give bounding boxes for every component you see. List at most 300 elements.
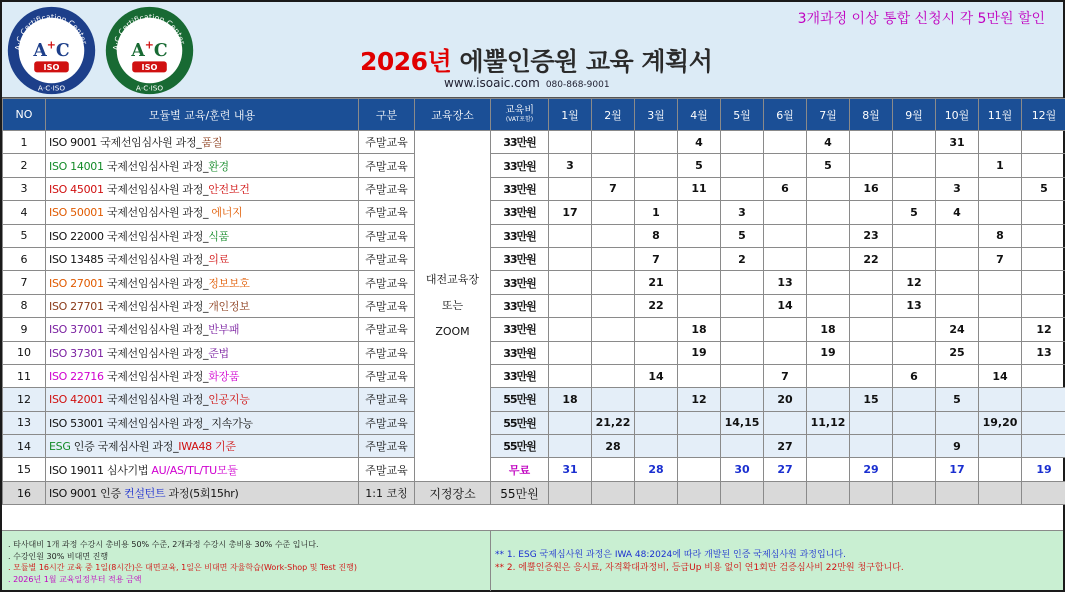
place-merged	[415, 131, 491, 482]
course-topic: IWA48 기준	[178, 440, 236, 454]
schedule-day	[721, 341, 764, 364]
schedule-day	[764, 411, 807, 434]
schedule-day	[721, 154, 764, 177]
course-mid: 국제선임심사원 과정_	[103, 206, 209, 220]
schedule-day: 27	[764, 435, 807, 458]
course-fee: 33만원	[491, 247, 549, 270]
course-code: ISO 45001	[49, 182, 104, 196]
schedule-day	[635, 341, 678, 364]
course-name	[46, 177, 359, 200]
schedule-day: 18	[807, 318, 850, 341]
course-mid: 국제선임심사원 과정_	[103, 182, 209, 196]
course-fee: 33만원	[491, 341, 549, 364]
schedule-day	[807, 294, 850, 317]
schedule-day	[764, 481, 807, 504]
schedule-day	[592, 318, 635, 341]
note-line: . 2026년 1월 교육일정부터 적용 금액	[8, 574, 142, 584]
phone-number: 080-868-9001	[545, 80, 610, 90]
course-name	[46, 481, 359, 504]
schedule-day: 19,20	[979, 411, 1022, 434]
schedule-day	[635, 131, 678, 154]
note-line: ** 2. 에뿔인증원은 응시료, 자격확대과정비, 등급Up 비용 없이 연1회만 검증심사비 22만원 청구합니다.	[495, 563, 904, 573]
col-month: 7월	[807, 99, 850, 131]
certification-logo-blue	[6, 5, 97, 96]
schedule-day	[1022, 364, 1065, 387]
col-place: 교육장소	[415, 99, 491, 131]
title-year: 2026년	[360, 47, 452, 76]
schedule-day: 18	[549, 388, 592, 411]
schedule-day	[807, 247, 850, 270]
course-topic: 안전보건	[208, 182, 250, 196]
discount-notice: 3개과정 이상 통합 신청시 각 5만원 할인	[797, 11, 1045, 27]
schedule-day	[979, 318, 1022, 341]
note-line: ** 1. ESG 국제심사원 과정은 IWA 48:2024에 따라 개발된 인증 국제심사원 과정입니다.	[495, 550, 846, 560]
table-row	[3, 271, 1065, 294]
schedule-day	[635, 177, 678, 200]
row-number: 10	[3, 341, 46, 364]
schedule-day: 4	[936, 201, 979, 224]
course-topic: 지속가능	[208, 416, 253, 430]
course-mid: 국제선임심사원 과정_	[103, 393, 209, 407]
table-header	[3, 99, 1065, 131]
course-topic: 에너지	[208, 206, 243, 220]
schedule-day	[764, 318, 807, 341]
schedule-day: 1	[979, 154, 1022, 177]
course-name	[46, 435, 359, 458]
schedule-day: 18	[678, 318, 721, 341]
schedule-day: 11	[678, 177, 721, 200]
schedule-day	[592, 271, 635, 294]
row-number: 3	[3, 177, 46, 200]
schedule-day	[979, 458, 1022, 481]
schedule-day: 30	[721, 458, 764, 481]
table-row	[3, 388, 1065, 411]
schedule-day	[1022, 411, 1065, 434]
schedule-day	[549, 341, 592, 364]
schedule-day	[592, 201, 635, 224]
schedule-day	[807, 224, 850, 247]
col-month: 8월	[850, 99, 893, 131]
table-row	[3, 411, 1065, 434]
schedule-day: 28	[635, 458, 678, 481]
row-number: 7	[3, 271, 46, 294]
course-code: ISO 14001	[49, 159, 104, 173]
schedule-table	[2, 98, 1065, 505]
schedule-day	[635, 435, 678, 458]
schedule-day	[635, 154, 678, 177]
course-code: ISO 13485	[49, 253, 104, 267]
schedule-day	[979, 435, 1022, 458]
schedule-day	[764, 201, 807, 224]
course-name	[46, 318, 359, 341]
course-code: ISO 9001 인증	[49, 487, 125, 501]
schedule-day: 13	[1022, 341, 1065, 364]
schedule-day	[1022, 271, 1065, 294]
schedule-day	[592, 481, 635, 504]
course-name	[46, 154, 359, 177]
schedule-day	[549, 131, 592, 154]
schedule-day: 11,12	[807, 411, 850, 434]
schedule-day	[936, 271, 979, 294]
schedule-day	[807, 435, 850, 458]
row-number: 9	[3, 318, 46, 341]
schedule-day: 12	[678, 388, 721, 411]
schedule-day	[721, 481, 764, 504]
schedule-day: 27	[764, 458, 807, 481]
course-kind: 주말교육	[359, 131, 415, 154]
schedule-day: 21,22	[592, 411, 635, 434]
row-number: 1	[3, 131, 46, 154]
schedule-day: 3	[721, 201, 764, 224]
row-number: 15	[3, 458, 46, 481]
col-month: 2월	[592, 99, 635, 131]
schedule-day	[592, 458, 635, 481]
schedule-day	[764, 154, 807, 177]
course-fee: 33만원	[491, 201, 549, 224]
course-topic: 반부패	[208, 323, 240, 337]
schedule-day: 19	[1022, 458, 1065, 481]
table-row	[3, 458, 1065, 481]
schedule-day: 4	[678, 131, 721, 154]
schedule-day: 5	[807, 154, 850, 177]
schedule-day: 19	[678, 341, 721, 364]
schedule-day	[850, 341, 893, 364]
course-mid: 심사기법	[103, 463, 152, 477]
place-line: ZOOM	[435, 324, 470, 338]
schedule-day: 8	[979, 224, 1022, 247]
schedule-day	[764, 247, 807, 270]
footer-right-notes	[495, 549, 1061, 575]
schedule-day	[721, 435, 764, 458]
schedule-day	[678, 435, 721, 458]
course-fee: 33만원	[491, 294, 549, 317]
schedule-day	[936, 154, 979, 177]
schedule-day	[893, 131, 936, 154]
schedule-day	[893, 458, 936, 481]
schedule-day	[635, 388, 678, 411]
schedule-day: 28	[592, 435, 635, 458]
certification-logo-green	[104, 5, 195, 96]
schedule-day	[979, 294, 1022, 317]
course-kind: 주말교육	[359, 364, 415, 387]
schedule-day	[549, 294, 592, 317]
schedule-day: 17	[936, 458, 979, 481]
schedule-day: 20	[764, 388, 807, 411]
schedule-day: 29	[850, 458, 893, 481]
schedule-day	[936, 481, 979, 504]
course-kind: 주말교육	[359, 154, 415, 177]
schedule-day: 22	[635, 294, 678, 317]
schedule-day: 31	[936, 131, 979, 154]
col-month: 6월	[764, 99, 807, 131]
footer-left-notes	[8, 539, 488, 585]
col-kind: 구분	[359, 99, 415, 131]
schedule-day	[678, 411, 721, 434]
schedule-day: 15	[850, 388, 893, 411]
row-number: 16	[3, 481, 46, 504]
course-code: ISO 9001	[49, 136, 97, 150]
col-no: NO	[3, 99, 46, 131]
schedule-day	[592, 341, 635, 364]
schedule-day: 7	[979, 247, 1022, 270]
course-topic: 환경	[208, 159, 229, 173]
course-mid: 국제선임심사원 과정_	[103, 229, 209, 243]
course-topic: 개인정보	[208, 299, 250, 313]
course-fee: 33만원	[491, 154, 549, 177]
schedule-day	[850, 154, 893, 177]
schedule-day: 6	[764, 177, 807, 200]
course-mid: 국제선임심사원 과정_	[103, 276, 209, 290]
table-row	[3, 177, 1065, 200]
schedule-day: 14	[764, 294, 807, 317]
logo-ring-text: A·C Certification Center	[13, 12, 89, 51]
course-topic: 식품	[208, 229, 229, 243]
col-month: 10월	[936, 99, 979, 131]
table-row	[3, 131, 1065, 154]
note-line: . 수강인원 30% 비대면 진행	[8, 551, 109, 561]
schedule-day: 9	[936, 435, 979, 458]
schedule-day	[850, 271, 893, 294]
row-number: 4	[3, 201, 46, 224]
schedule-day	[807, 481, 850, 504]
schedule-day	[549, 177, 592, 200]
schedule-day: 25	[936, 341, 979, 364]
schedule-day: 4	[807, 131, 850, 154]
svg-text:A+C: A+C	[131, 38, 168, 61]
schedule-day	[592, 131, 635, 154]
schedule-day	[850, 364, 893, 387]
schedule-day	[635, 411, 678, 434]
schedule-day: 2	[721, 247, 764, 270]
table-row	[3, 364, 1065, 387]
course-kind: 주말교육	[359, 341, 415, 364]
schedule-day: 24	[936, 318, 979, 341]
course-kind: 1:1 코칭	[359, 481, 415, 504]
schedule-day	[979, 201, 1022, 224]
course-fee: 55만원	[491, 481, 549, 504]
course-kind: 주말교육	[359, 247, 415, 270]
table-row	[3, 154, 1065, 177]
course-mid: 국제선임심사원 과정_	[103, 159, 209, 173]
course-name	[46, 341, 359, 364]
schedule-day	[807, 364, 850, 387]
schedule-day: 3	[549, 154, 592, 177]
svg-text:A+C: A+C	[33, 38, 70, 61]
course-name	[46, 247, 359, 270]
header-banner	[2, 2, 1063, 98]
course-topic: 품질	[201, 136, 223, 150]
table-body	[3, 131, 1065, 505]
schedule-day	[850, 481, 893, 504]
schedule-day	[678, 201, 721, 224]
website-link[interactable]: www.isoaic.com	[444, 76, 540, 90]
schedule-day: 21	[635, 271, 678, 294]
course-name	[46, 271, 359, 294]
course-topic: 준법	[208, 346, 229, 360]
schedule-day	[721, 388, 764, 411]
course-fee: 33만원	[491, 177, 549, 200]
row-number: 5	[3, 224, 46, 247]
schedule-day	[893, 318, 936, 341]
schedule-day	[979, 481, 1022, 504]
schedule-day: 14	[635, 364, 678, 387]
schedule-day	[936, 224, 979, 247]
contact-info	[444, 76, 610, 90]
course-name	[46, 201, 359, 224]
table-row	[3, 481, 1065, 504]
course-fee: 55만원	[491, 435, 549, 458]
course-mid: 국제선임심사원 과정_	[96, 136, 202, 150]
schedule-day	[1022, 435, 1065, 458]
table-row	[3, 247, 1065, 270]
course-fee: 55만원	[491, 411, 549, 434]
col-month: 4월	[678, 99, 721, 131]
schedule-day	[592, 247, 635, 270]
course-name	[46, 224, 359, 247]
schedule-day	[764, 341, 807, 364]
course-code: ISO 27701	[49, 299, 104, 313]
schedule-day	[893, 411, 936, 434]
course-fee: 33만원	[491, 364, 549, 387]
course-code: ISO 27001	[49, 276, 104, 290]
schedule-day	[1022, 154, 1065, 177]
schedule-day	[549, 435, 592, 458]
schedule-day: 5	[1022, 177, 1065, 200]
schedule-day	[549, 364, 592, 387]
schedule-day	[678, 294, 721, 317]
schedule-day: 23	[850, 224, 893, 247]
schedule-day: 5	[678, 154, 721, 177]
schedule-day	[893, 154, 936, 177]
page-title	[360, 42, 712, 78]
col-fee: 교육비 (VAT포함)	[491, 99, 549, 131]
schedule-day	[936, 247, 979, 270]
schedule-day	[678, 458, 721, 481]
schedule-day	[850, 435, 893, 458]
schedule-day: 17	[549, 201, 592, 224]
schedule-day	[678, 481, 721, 504]
schedule-day	[549, 247, 592, 270]
schedule-day	[979, 341, 1022, 364]
schedule-day	[592, 294, 635, 317]
schedule-day	[1022, 388, 1065, 411]
schedule-day: 12	[1022, 318, 1065, 341]
course-mid: 국제선임심사원 과정_	[103, 346, 209, 360]
course-code: ISO 50001	[49, 206, 104, 220]
course-kind: 주말교육	[359, 435, 415, 458]
schedule-day: 5	[721, 224, 764, 247]
footer-notes	[2, 530, 1063, 590]
schedule-day	[721, 177, 764, 200]
course-name	[46, 131, 359, 154]
schedule-day	[936, 294, 979, 317]
course-mid: 국제선임심사원 과정_	[103, 253, 209, 267]
schedule-day	[936, 411, 979, 434]
row-number: 2	[3, 154, 46, 177]
schedule-day	[807, 271, 850, 294]
svg-text:ISO: ISO	[141, 62, 158, 73]
schedule-day	[936, 364, 979, 387]
course-fee: 무료	[491, 458, 549, 481]
course-place: 지정장소	[415, 481, 491, 504]
schedule-day	[721, 294, 764, 317]
schedule-day	[850, 201, 893, 224]
table-row	[3, 341, 1065, 364]
course-mid: 과정(5회15hr)	[165, 487, 239, 501]
schedule-day	[549, 271, 592, 294]
schedule-day	[721, 318, 764, 341]
footer-divider	[490, 531, 491, 591]
schedule-day	[678, 247, 721, 270]
place-line: 대전교육장	[425, 272, 480, 286]
schedule-day	[850, 318, 893, 341]
course-code: ESG	[49, 440, 71, 454]
schedule-day	[850, 294, 893, 317]
course-mid: 인증 국제심사원 과정_	[70, 440, 179, 454]
schedule-day: 12	[893, 271, 936, 294]
schedule-day: 5	[936, 388, 979, 411]
course-code: ISO 19011	[49, 463, 104, 477]
course-fee: 55만원	[491, 388, 549, 411]
logo-ring-text: A·C Certification Center	[111, 12, 187, 51]
schedule-day: 31	[549, 458, 592, 481]
course-fee: 33만원	[491, 131, 549, 154]
schedule-day	[635, 318, 678, 341]
schedule-day	[549, 481, 592, 504]
table-row	[3, 294, 1065, 317]
course-mid: 국제선임심사원 과정_	[103, 323, 209, 337]
col-month: 5월	[721, 99, 764, 131]
schedule-day	[807, 177, 850, 200]
course-kind: 주말교육	[359, 271, 415, 294]
schedule-day	[1022, 201, 1065, 224]
course-name	[46, 388, 359, 411]
row-number: 11	[3, 364, 46, 387]
row-number: 14	[3, 435, 46, 458]
course-mid: 국제선임심사원 과정_	[103, 299, 209, 313]
course-name	[46, 458, 359, 481]
schedule-day	[592, 154, 635, 177]
row-number: 12	[3, 388, 46, 411]
row-number: 8	[3, 294, 46, 317]
schedule-day: 22	[850, 247, 893, 270]
schedule-day: 13	[764, 271, 807, 294]
course-topic: 인공지능	[208, 393, 250, 407]
col-name: 모듈별 교육/훈련 내용	[46, 99, 359, 131]
schedule-day	[592, 224, 635, 247]
schedule-day: 7	[635, 247, 678, 270]
schedule-day: 7	[764, 364, 807, 387]
schedule-day	[850, 411, 893, 434]
course-name	[46, 411, 359, 434]
schedule-day	[549, 411, 592, 434]
schedule-day: 7	[592, 177, 635, 200]
schedule-day	[893, 224, 936, 247]
row-number: 13	[3, 411, 46, 434]
schedule-day	[1022, 294, 1065, 317]
course-topic: AU/AS/TL/TU모듈	[151, 463, 238, 477]
course-topic: 의료	[208, 253, 229, 267]
schedule-day	[721, 364, 764, 387]
schedule-day	[1022, 131, 1065, 154]
schedule-day: 3	[936, 177, 979, 200]
schedule-day	[807, 388, 850, 411]
schedule-day	[893, 388, 936, 411]
schedule-day	[721, 271, 764, 294]
title-text: 에뿔인증원 교육 계획서	[451, 47, 713, 76]
course-topic: 컨설턴트	[124, 487, 166, 501]
course-code: ISO 42001	[49, 393, 104, 407]
